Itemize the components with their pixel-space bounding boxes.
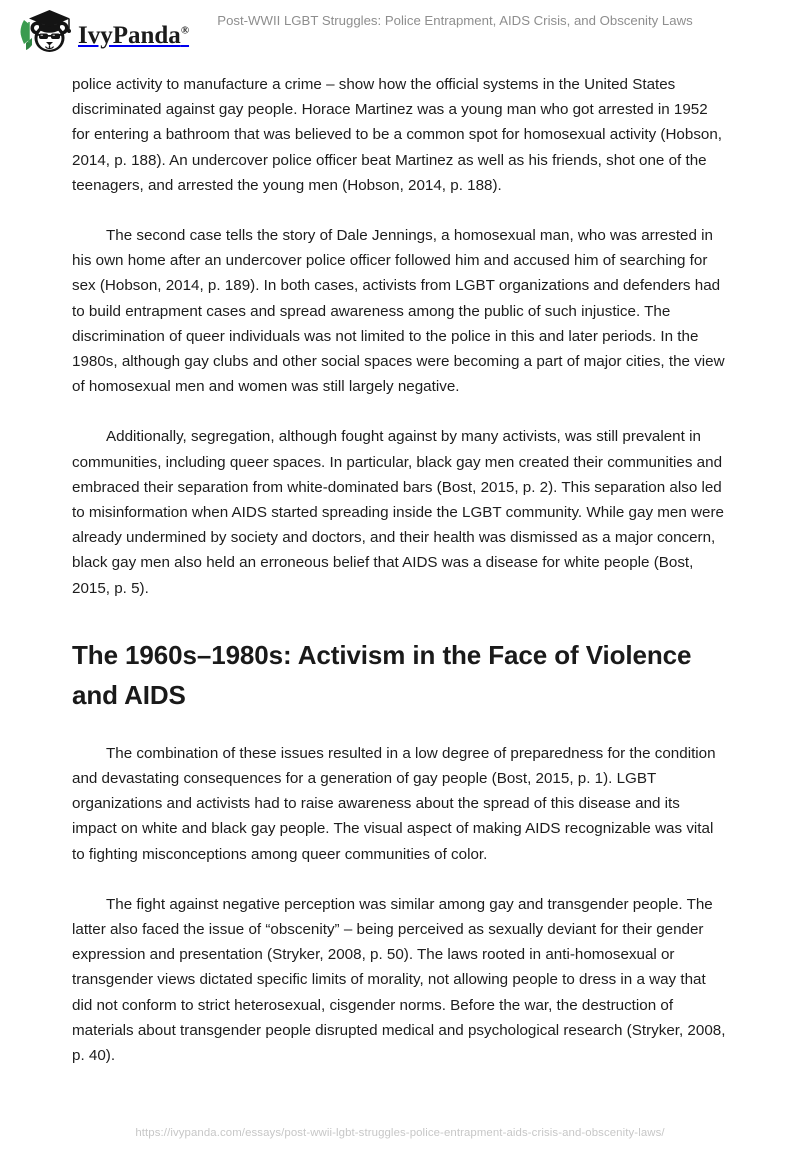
source-url[interactable]: https://ivypanda.com/essays/post-wwii-lgbt-struggles-police-entrapment-aids-crisis-and-obscenity-laws/ [135, 1127, 665, 1139]
paragraph-continued: police activity to manufacture a crime – show how the official systems in the United States discriminated against gay people. Horace Martinez was a young man who got arrested in 1952 for entering a bathroom that was believed to be a common spot for homosexual activity (Hobson, 2014, p. 188). An undercover police officer beat Martinez as well as his friends, shot one of the teenagers, and arrested the young men (Hobson, 2014, p. 188). [72, 76, 723, 194]
brand-name-text: IvyPanda [78, 21, 181, 49]
document-title: Post-WWII LGBT Struggles: Police Entrapment, AIDS Crisis, and Obscenity Laws [217, 13, 693, 28]
paragraph: The second case tells the story of Dale Jennings, a homosexual man, who was arrested in his own home after an undercover police officer followed him and accused him of searching for sex (Hobson, 2014, p. 189). In both cases, activists from LGBT organizations and defenders had to build entrapment cases and spread awareness among the public of such injustice. The discrimination of queer individuals was not limited to the police in this and later periods. In the 1980s, although gay clubs and other social spaces were becoming a part of major cities, the view of homosexual men and women was still largely negative. [72, 227, 725, 396]
page-header [0, 0, 800, 62]
registered-mark: ® [180, 24, 190, 37]
paragraph: The combination of these issues resulted in a low degree of preparedness for the condition and devastating consequences for a generation of gay people (Bost, 2015, p. 1). LGBT organizations and activists had to raise awareness about the spread of this disease and its impact on white and black gay people. The visual aspect of making AIDS recognizable was vital to fighting misconceptions among queer communities of color. [72, 744, 716, 863]
section-heading: The 1960s–1980s: Activism in the Face of Violence and AIDS [72, 639, 692, 710]
page-footer [0, 1123, 800, 1141]
paragraph: The fight against negative perception was similar among gay and transgender people. The latter also faced the issue of “obscenity” – being perceived as sexually deviant for their gender expression and presentation (Stryker, 2008, p. 50). The laws rooted in anti-homosexual or transgender views dictated specific limits of morality, not allowing people to dress in a way that did not conform to strict heterosexual, cisgender norms. Before the war, the destruction of materials about transgender people disrupted medical and psychological research (Stryker, 2008, p. 40). [72, 895, 726, 1065]
paragraph: Additionally, segregation, although fought against by many activists, was still prevalent in communities, including queer spaces. In particular, black gay men created their communities and embraced their separation from white-dominated bars (Bost, 2015, p. 2). This separation also led to misinformation when AIDS started spreading inside the LGBT community. While gay men were already undermined by society and doctors, and their health was dismissed as a major concern, black gay men also held an erroneous belief that AIDS was a disease for white people (Bost, 2015, p. 5). [72, 428, 724, 597]
article-body [72, 72, 728, 1093]
